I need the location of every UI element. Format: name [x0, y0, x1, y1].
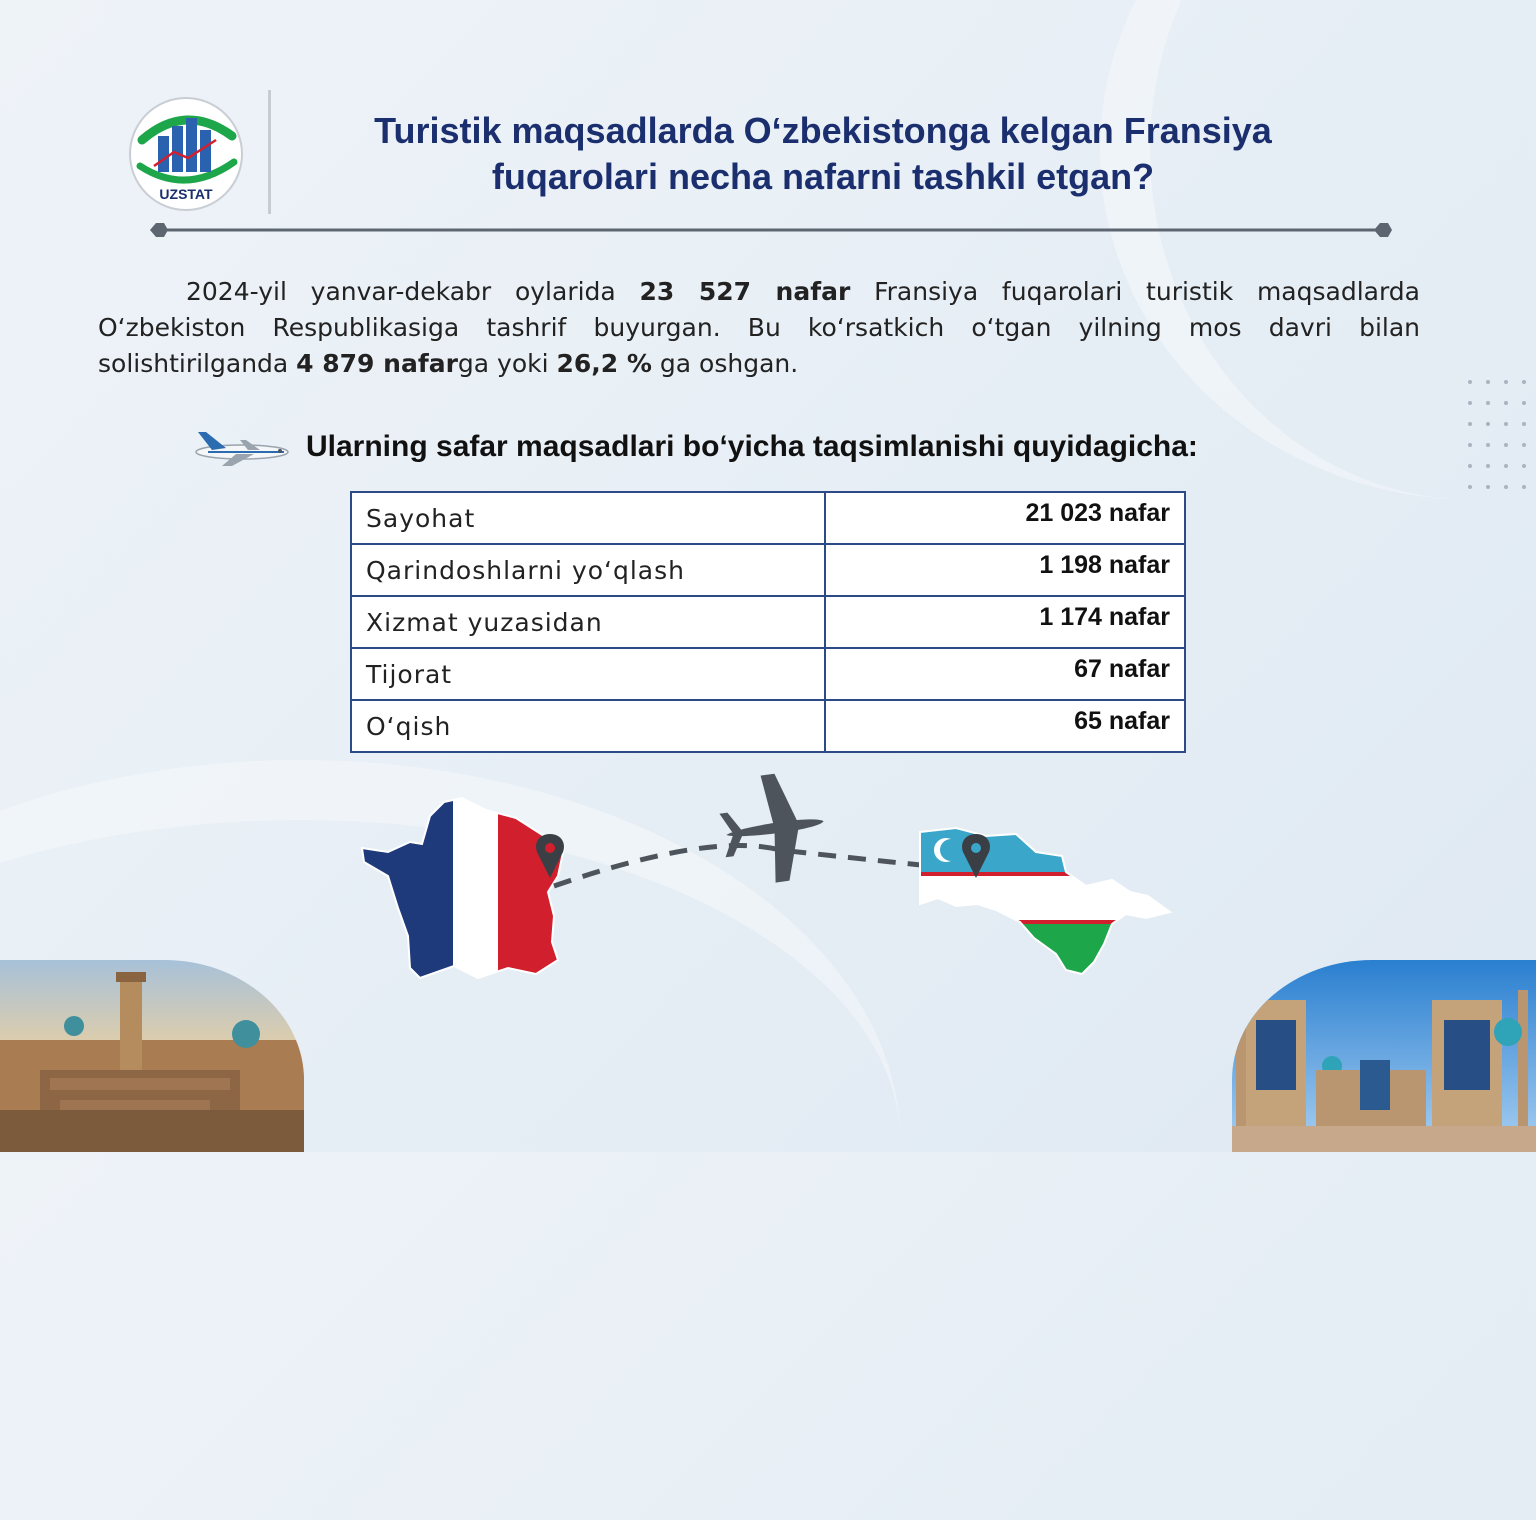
table-row	[351, 492, 1185, 544]
section-subtitle: Ularning safar maqsadlari bo‘yicha taqsimlanishi quyidagicha:	[306, 430, 1198, 463]
table-row	[351, 596, 1185, 648]
uzstat-logo-icon	[128, 96, 244, 212]
page-title	[290, 108, 1356, 200]
intro-paragraph	[98, 274, 1420, 382]
registan-photo	[1232, 960, 1536, 1152]
row-value: 1 198 nafar	[825, 544, 1185, 596]
airplane-icon	[192, 426, 292, 468]
intro-total: 23 527 nafar	[639, 277, 851, 306]
bukhara-photo	[0, 960, 304, 1152]
row-value: 65 nafar	[825, 700, 1185, 752]
row-label: Xizmat yuzasidan	[351, 596, 825, 648]
purpose-table	[350, 491, 1186, 753]
row-label: Tijorat	[351, 648, 825, 700]
row-label: Qarindoshlarni yo‘qlash	[351, 544, 825, 596]
table-row	[351, 544, 1185, 596]
intro-percent: 26,2 %	[556, 349, 652, 378]
intro-text: 2024-yil yanvar-dekabr oylarida	[186, 277, 640, 306]
logo-text: UZSTAT	[159, 186, 213, 202]
row-value: 67 nafar	[825, 648, 1185, 700]
table-row	[351, 648, 1185, 700]
intro-increase: 4 879 nafar	[296, 349, 458, 378]
header-divider	[268, 90, 271, 214]
intro-text: ga yoki	[457, 349, 557, 378]
dot-grid-decoration	[1466, 376, 1536, 496]
title-line-1: Turistik maqsadlarda O‘zbekistonga kelgan Fransiya	[374, 110, 1272, 151]
row-label: O‘qish	[351, 700, 825, 752]
row-value: 1 174 nafar	[825, 596, 1185, 648]
row-value: 21 023 nafar	[825, 492, 1185, 544]
row-label: Sayohat	[351, 492, 825, 544]
title-line-2: fuqarolari necha nafarni tashkil etgan?	[491, 156, 1155, 197]
airplane-icon	[715, 770, 831, 889]
uzbekistan-map	[916, 826, 1176, 982]
header-rule	[148, 220, 1394, 240]
table-row	[351, 700, 1185, 752]
intro-text: ga oshgan.	[651, 349, 799, 378]
intro-text: Fransiya fuqarolari turistik maqsadlarda O‘zbekiston Respublikasiga tashrif buyurgan. Bu ko‘rsatkich o‘tgan yilning mos davri bilan solishtirilganda	[98, 277, 1420, 378]
